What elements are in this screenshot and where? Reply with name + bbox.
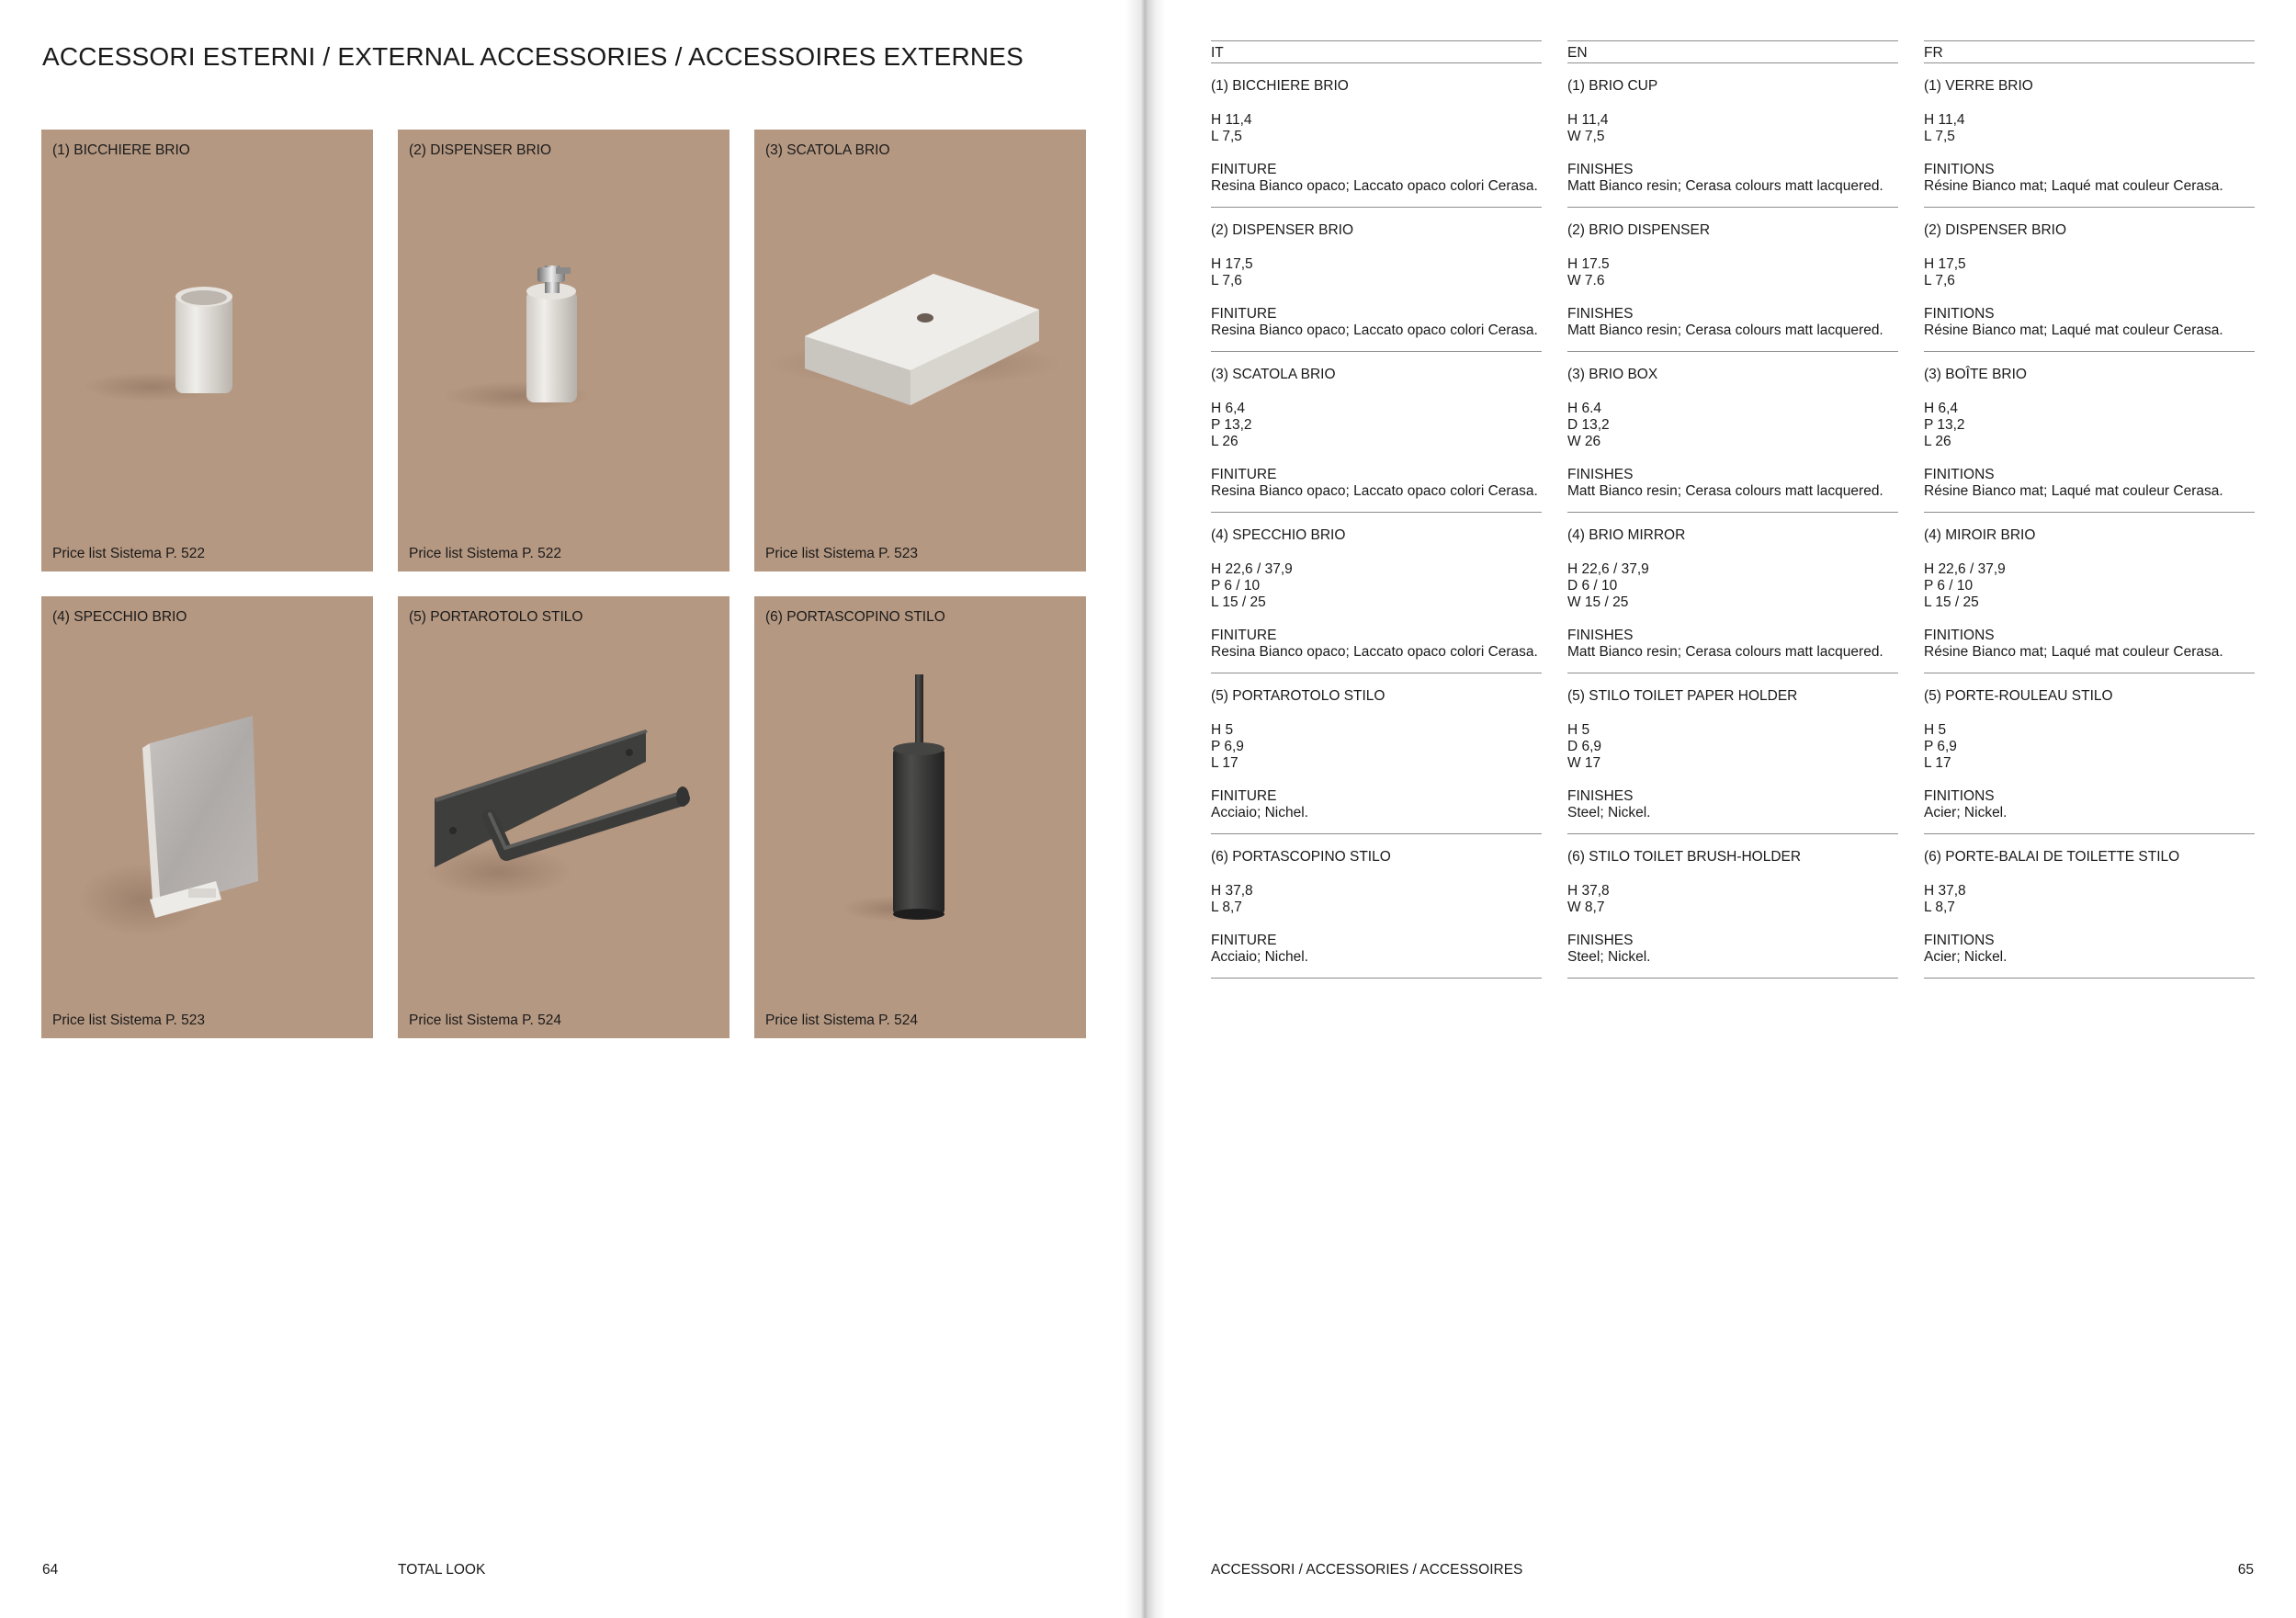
tile-label: (4) SPECCHIO BRIO: [52, 609, 187, 625]
finishes-text: Resina Bianco opaco; Laccato opaco colori Cerasa.: [1211, 322, 1538, 338]
spec-entry: [1567, 63, 1898, 208]
dimension-line: L 7,5: [1211, 129, 1242, 144]
product-name: (6) PORTE-BALAI DE TOILETTE STILO: [1924, 849, 2180, 865]
entry-spacer: [1924, 500, 2255, 512]
entry-spacer: [1567, 500, 1898, 512]
entry-spacer: [1567, 339, 1898, 351]
finishes-label: FINITURE: [1211, 788, 1277, 804]
spec-entry: [1924, 513, 2255, 673]
finishes-text: Résine Bianco mat; Laqué mat couleur Cerasa.: [1924, 322, 2223, 338]
book-gutter: [1125, 0, 1166, 1618]
dimension-line: W 7,5: [1567, 129, 1605, 144]
spec-entry: [1924, 208, 2255, 352]
tile-price-ref: Price list Sistema P. 523: [765, 546, 918, 561]
dimension-line: L 26: [1211, 434, 1238, 449]
dimension-line: L 7,6: [1211, 273, 1242, 289]
tile-label: (1) BICCHIERE BRIO: [52, 142, 190, 158]
brush-holder-icon: [754, 596, 1086, 1038]
product-tile-cup[interactable]: [41, 130, 373, 571]
dimension-line: P 13,2: [1924, 417, 1965, 433]
dimension-line: H 37,8: [1924, 883, 1966, 899]
spec-column-it: [1211, 40, 1542, 979]
product-name: (3) SCATOLA BRIO: [1211, 367, 1336, 382]
spec-entry: [1211, 673, 1542, 834]
dimension-line: L 7,5: [1924, 129, 1955, 144]
language-header: IT: [1211, 40, 1542, 63]
finishes-text: Acier; Nickel.: [1924, 949, 2008, 965]
dimension-line: L 15 / 25: [1924, 594, 1979, 610]
spec-entry: [1924, 834, 2255, 979]
dimension-line: H 5: [1211, 722, 1234, 738]
spec-entry: [1567, 673, 1898, 834]
entry-spacer: [1924, 339, 2255, 351]
cup-icon: [41, 130, 373, 571]
dimension-line: H 5: [1567, 722, 1590, 738]
finishes-text: Steel; Nickel.: [1567, 805, 1651, 820]
tile-label: (3) SCATOLA BRIO: [765, 142, 890, 158]
finishes-text: Résine Bianco mat; Laqué mat couleur Cerasa.: [1924, 644, 2223, 660]
finishes-text: Acciaio; Nichel.: [1211, 949, 1308, 965]
dimension-line: H 22,6 / 37,9: [1211, 561, 1293, 577]
entry-spacer: [1924, 195, 2255, 207]
dimension-line: W 7.6: [1567, 273, 1605, 289]
right-page: [1166, 0, 2296, 1618]
mirror-icon: [41, 596, 373, 1038]
finishes-text: Résine Bianco mat; Laqué mat couleur Cerasa.: [1924, 178, 2223, 194]
entry-spacer: [1924, 966, 2255, 978]
entry-spacer: [1924, 821, 2255, 833]
page-number-left: 64: [42, 1562, 59, 1578]
product-name: (6) PORTASCOPINO STILO: [1211, 849, 1391, 865]
spec-entry: [1924, 352, 2255, 513]
section-title-left: TOTAL LOOK: [398, 1562, 486, 1578]
spec-entry: [1567, 834, 1898, 979]
product-name: (3) BOÎTE BRIO: [1924, 367, 2027, 382]
product-name: (3) BRIO BOX: [1567, 367, 1658, 382]
dimension-line: P 6,9: [1211, 739, 1244, 754]
dimension-line: P 6,9: [1924, 739, 1957, 754]
product-name: (4) BRIO MIRROR: [1567, 527, 1686, 543]
entry-spacer: [1211, 500, 1542, 512]
language-header: EN: [1567, 40, 1898, 63]
dimension-line: P 6 / 10: [1211, 578, 1261, 594]
dimension-line: D 13,2: [1567, 417, 1610, 433]
spec-entry: [1924, 673, 2255, 834]
tile-price-ref: Price list Sistema P. 522: [52, 546, 205, 561]
finishes-text: Matt Bianco resin; Cerasa colours matt lacquered.: [1567, 322, 1883, 338]
dimension-line: H 22,6 / 37,9: [1567, 561, 1649, 577]
finishes-label: FINITIONS: [1924, 933, 1995, 948]
dimension-line: L 26: [1924, 434, 1951, 449]
finishes-label: FINITIONS: [1924, 467, 1995, 482]
finishes-label: FINISHES: [1567, 162, 1634, 177]
entry-spacer: [1211, 821, 1542, 833]
finishes-text: Resina Bianco opaco; Laccato opaco colori Cerasa.: [1211, 483, 1538, 499]
finishes-label: FINISHES: [1567, 933, 1634, 948]
product-name: (5) PORTAROTOLO STILO: [1211, 688, 1386, 704]
finishes-label: FINITURE: [1211, 467, 1277, 482]
finishes-label: FINITURE: [1211, 628, 1277, 643]
product-tile-brush-holder[interactable]: [754, 596, 1086, 1038]
dimension-line: L 17: [1924, 755, 1951, 771]
product-tile-paper-holder[interactable]: [398, 596, 730, 1038]
finishes-label: FINITIONS: [1924, 628, 1995, 643]
finishes-label: FINITIONS: [1924, 306, 1995, 322]
dimension-line: L 8,7: [1924, 900, 1955, 915]
spec-entry: [1211, 513, 1542, 673]
dimension-line: L 15 / 25: [1211, 594, 1266, 610]
dimension-line: L 17: [1211, 755, 1238, 771]
product-name: (2) DISPENSER BRIO: [1924, 222, 2067, 238]
finishes-text: Resina Bianco opaco; Laccato opaco colori Cerasa.: [1211, 178, 1538, 194]
tile-label: (2) DISPENSER BRIO: [409, 142, 552, 158]
spec-column-en: [1567, 40, 1898, 979]
product-name: (4) MIROIR BRIO: [1924, 527, 2036, 543]
entry-spacer: [1924, 661, 2255, 673]
spec-entry: [1211, 63, 1542, 208]
finishes-label: FINITIONS: [1924, 162, 1995, 177]
dimension-line: W 15 / 25: [1567, 594, 1629, 610]
spec-entry: [1567, 208, 1898, 352]
dimension-line: L 7,6: [1924, 273, 1955, 289]
finishes-label: FINITURE: [1211, 306, 1277, 322]
finishes-label: FINISHES: [1567, 467, 1634, 482]
entry-spacer: [1211, 195, 1542, 207]
spec-entry: [1924, 63, 2255, 208]
section-title-right: ACCESSORI / ACCESSORIES / ACCESSOIRES: [1211, 1562, 1523, 1578]
dimension-line: H 17,5: [1211, 256, 1253, 272]
finishes-label: FINITURE: [1211, 933, 1277, 948]
page-title: ACCESSORI ESTERNI / EXTERNAL ACCESSORIES / ACCESSOIRES EXTERNES: [42, 42, 1024, 71]
finishes-label: FINISHES: [1567, 788, 1634, 804]
finishes-label: FINISHES: [1567, 306, 1634, 322]
entry-spacer: [1567, 821, 1898, 833]
dimension-line: D 6 / 10: [1567, 578, 1618, 594]
dimension-line: W 8,7: [1567, 900, 1605, 915]
spec-entry: [1211, 834, 1542, 979]
dispenser-icon: [398, 130, 730, 571]
box-icon: [754, 130, 1086, 571]
dimension-line: H 37,8: [1211, 883, 1253, 899]
finishes-text: Resina Bianco opaco; Laccato opaco colori Cerasa.: [1211, 644, 1538, 660]
spec-entry: [1567, 513, 1898, 673]
product-name: (5) STILO TOILET PAPER HOLDER: [1567, 688, 1798, 704]
dimension-line: L 8,7: [1211, 900, 1242, 915]
product-name: (2) DISPENSER BRIO: [1211, 222, 1354, 238]
tile-price-ref: Price list Sistema P. 522: [409, 546, 561, 561]
dimension-line: H 11,4: [1567, 112, 1609, 128]
dimension-line: H 17,5: [1924, 256, 1966, 272]
entry-spacer: [1567, 661, 1898, 673]
finishes-label: FINISHES: [1567, 628, 1634, 643]
tile-label: (5) PORTAROTOLO STILO: [409, 609, 583, 625]
dimension-line: H 17.5: [1567, 256, 1610, 272]
dimension-line: H 5: [1924, 722, 1947, 738]
entry-spacer: [1211, 661, 1542, 673]
product-tile-box[interactable]: [754, 130, 1086, 571]
product-name: (4) SPECCHIO BRIO: [1211, 527, 1346, 543]
spec-entry: [1211, 208, 1542, 352]
tile-price-ref: Price list Sistema P. 524: [765, 1013, 918, 1028]
finishes-text: Acciaio; Nichel.: [1211, 805, 1308, 820]
product-name: (5) PORTE-ROULEAU STILO: [1924, 688, 2113, 704]
dimension-line: P 13,2: [1211, 417, 1252, 433]
dimension-line: H 6,4: [1211, 401, 1246, 416]
product-name: (1) VERRE BRIO: [1924, 78, 2033, 94]
tile-label: (6) PORTASCOPINO STILO: [765, 609, 945, 625]
entry-spacer: [1211, 966, 1542, 978]
product-name: (2) BRIO DISPENSER: [1567, 222, 1711, 238]
entry-spacer: [1211, 339, 1542, 351]
dimension-line: H 37,8: [1567, 883, 1610, 899]
language-header: FR: [1924, 40, 2255, 63]
dimension-line: H 11,4: [1924, 112, 1965, 128]
dimension-line: H 6,4: [1924, 401, 1959, 416]
product-tile-dispenser[interactable]: [398, 130, 730, 571]
page-number-right: 65: [2237, 1562, 2254, 1578]
finishes-text: Acier; Nickel.: [1924, 805, 2008, 820]
entry-spacer: [1567, 966, 1898, 978]
paper-holder-icon: [398, 596, 730, 1038]
dimension-line: H 22,6 / 37,9: [1924, 561, 2006, 577]
product-name: (6) STILO TOILET BRUSH-HOLDER: [1567, 849, 1802, 865]
finishes-text: Matt Bianco resin; Cerasa colours matt lacquered.: [1567, 178, 1883, 194]
finishes-label: FINITURE: [1211, 162, 1277, 177]
finishes-text: Matt Bianco resin; Cerasa colours matt lacquered.: [1567, 483, 1883, 499]
finishes-label: FINITIONS: [1924, 788, 1995, 804]
left-page: [0, 0, 1144, 1618]
spec-entry: [1211, 352, 1542, 513]
product-name: (1) BICCHIERE BRIO: [1211, 78, 1349, 94]
finishes-text: Steel; Nickel.: [1567, 949, 1651, 965]
product-tile-mirror[interactable]: [41, 596, 373, 1038]
product-name: (1) BRIO CUP: [1567, 78, 1658, 94]
dimension-line: H 11,4: [1211, 112, 1252, 128]
dimension-line: W 26: [1567, 434, 1601, 449]
dimension-line: W 17: [1567, 755, 1601, 771]
dimension-line: P 6 / 10: [1924, 578, 1974, 594]
dimension-line: D 6,9: [1567, 739, 1602, 754]
tile-price-ref: Price list Sistema P. 524: [409, 1013, 561, 1028]
finishes-text: Résine Bianco mat; Laqué mat couleur Cerasa.: [1924, 483, 2223, 499]
spec-column-fr: [1924, 40, 2255, 979]
spec-entry: [1567, 352, 1898, 513]
finishes-text: Matt Bianco resin; Cerasa colours matt lacquered.: [1567, 644, 1883, 660]
dimension-line: H 6.4: [1567, 401, 1602, 416]
tile-price-ref: Price list Sistema P. 523: [52, 1013, 205, 1028]
entry-spacer: [1567, 195, 1898, 207]
